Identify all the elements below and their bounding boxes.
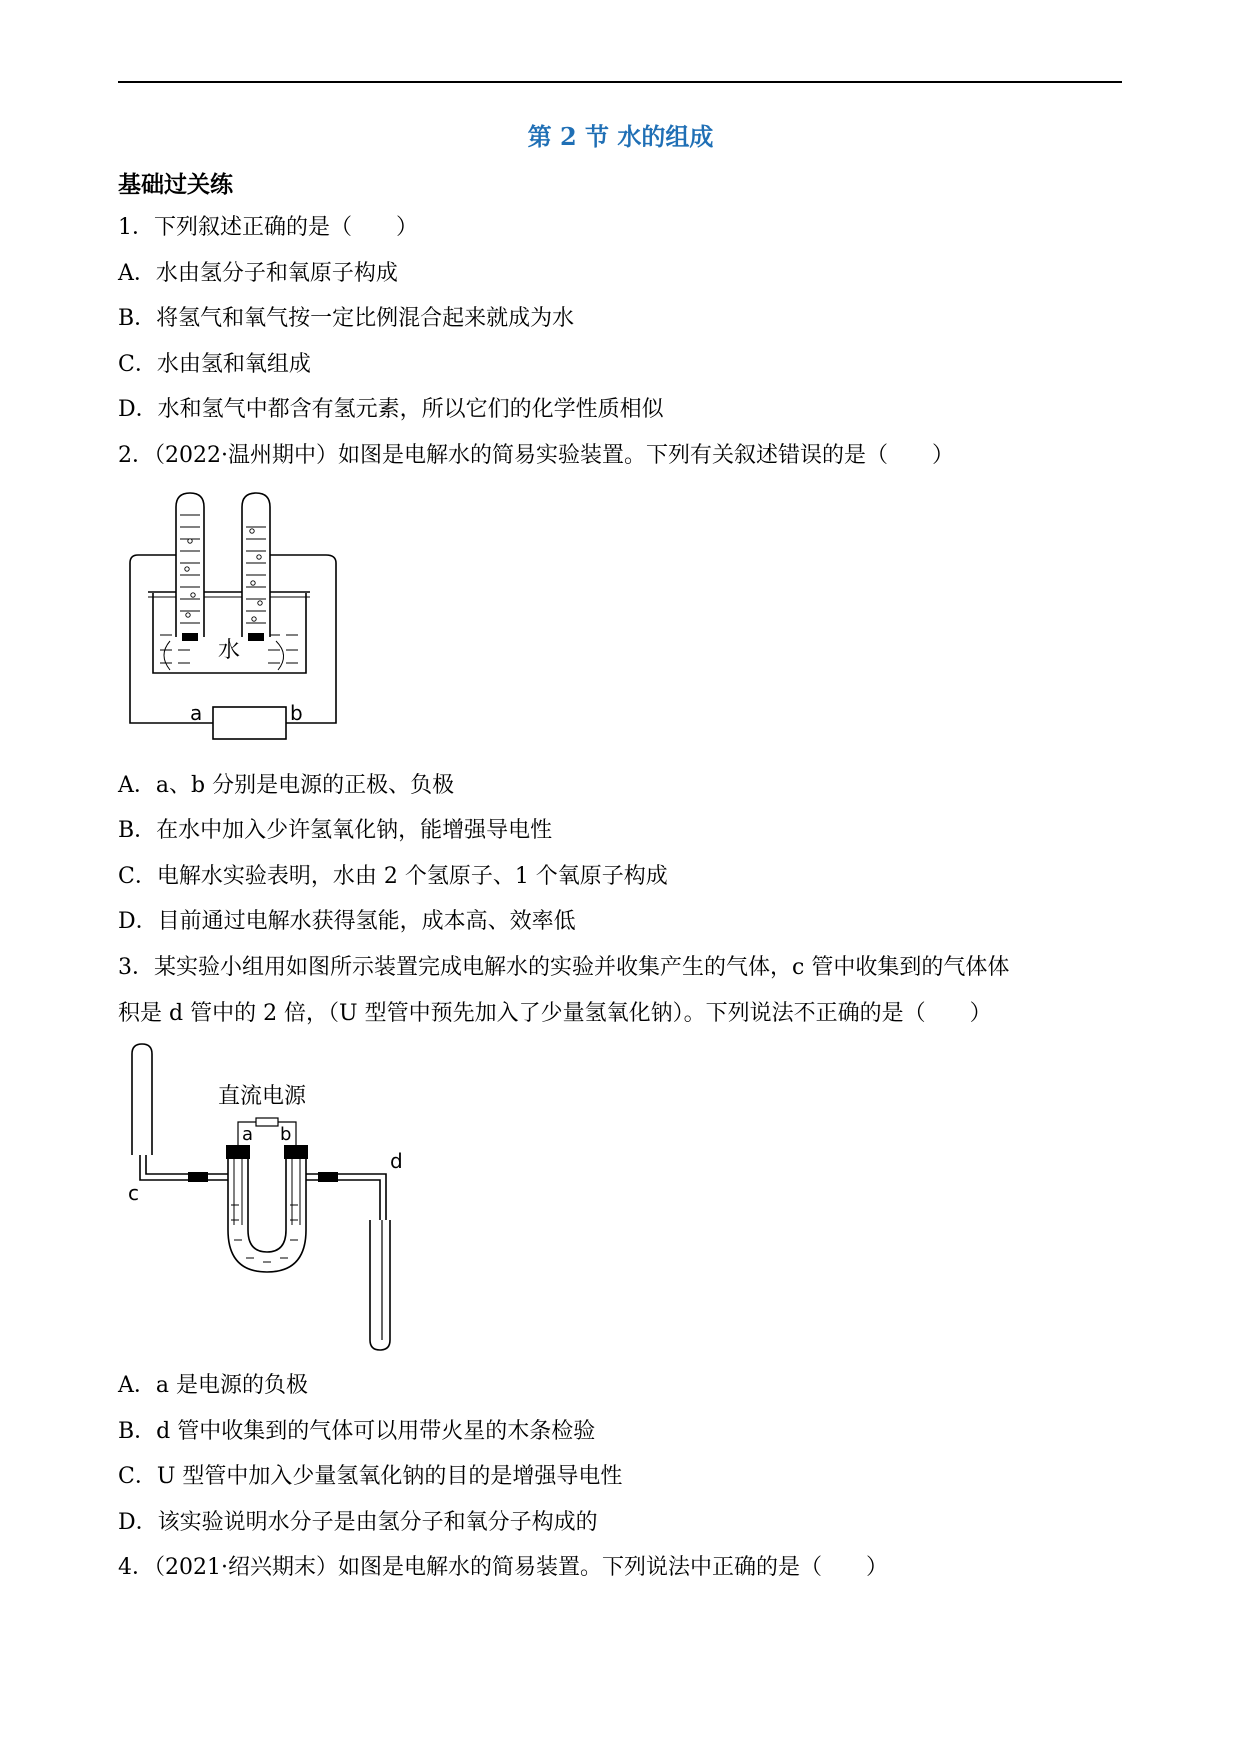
q3-label-c: c	[128, 1181, 139, 1205]
q1-option-d: D．水和氢气中都含有氢元素，所以它们的化学性质相似	[118, 397, 664, 422]
q3-stem-line1: 3．某实验小组用如图所示装置完成电解水的实验并收集产生的气体，c 管中收集到的气体体	[118, 955, 1010, 980]
q2-stem: 2．（2022·温州期中）如图是电解水的简易实验装置。下列有关叙述错误的是（ ）	[118, 443, 954, 468]
q3-stem-line2: 积是 d 管中的 2 倍，（U 型管中预先加入了少量氢氧化钠）。下列说法不正确的是（ ）	[118, 1001, 992, 1026]
q2-electrolysis-figure	[118, 485, 358, 750]
q1-option-c: C．水由氢和氧组成	[118, 352, 311, 377]
q2-option-d: D．目前通过电解水获得氢能，成本高、效率低	[118, 909, 576, 934]
q1-option-a: A．水由氢分子和氧原子构成	[118, 261, 398, 286]
section-heading: 基础过关练	[118, 171, 233, 198]
q3-label-d: d	[390, 1149, 403, 1173]
q3-option-b: B．d 管中收集到的气体可以用带火星的木条检验	[118, 1419, 596, 1444]
q3-label-a: a	[242, 1124, 254, 1145]
q2-label-b: b	[290, 701, 303, 725]
q3-option-d: D．该实验说明水分子是由氢分子和氧分子构成的	[118, 1510, 598, 1535]
header-rule	[118, 81, 1122, 83]
q2-label-a: a	[190, 701, 203, 725]
q3-label-b: b	[280, 1124, 292, 1145]
page-title: 第 2 节 水的组成	[527, 122, 714, 151]
q2-option-a: A．a、b 分别是电源的正极、负极	[118, 773, 455, 798]
q1-stem: 1．下列叙述正确的是（ ）	[118, 215, 418, 240]
q2-water-label: 水	[218, 638, 241, 663]
q3-option-a: A．a 是电源的负极	[118, 1373, 308, 1398]
q4-stem: 4．（2021·绍兴期末）如图是电解水的简易装置。下列说法中正确的是（ ）	[118, 1555, 888, 1580]
q3-option-c: C．U 型管中加入少量氢氧化钠的目的是增强导电性	[118, 1464, 623, 1489]
q3-u-tube-figure	[118, 1040, 428, 1355]
q1-option-b: B．将氢气和氧气按一定比例混合起来就成为水	[118, 306, 575, 331]
q2-option-c: C．电解水实验表明，水由 2 个氢原子、1 个氧原子构成	[118, 864, 668, 889]
q2-option-b: B．在水中加入少许氢氧化钠，能增强导电性	[118, 818, 553, 843]
q3-power-label: 直流电源	[218, 1084, 307, 1109]
